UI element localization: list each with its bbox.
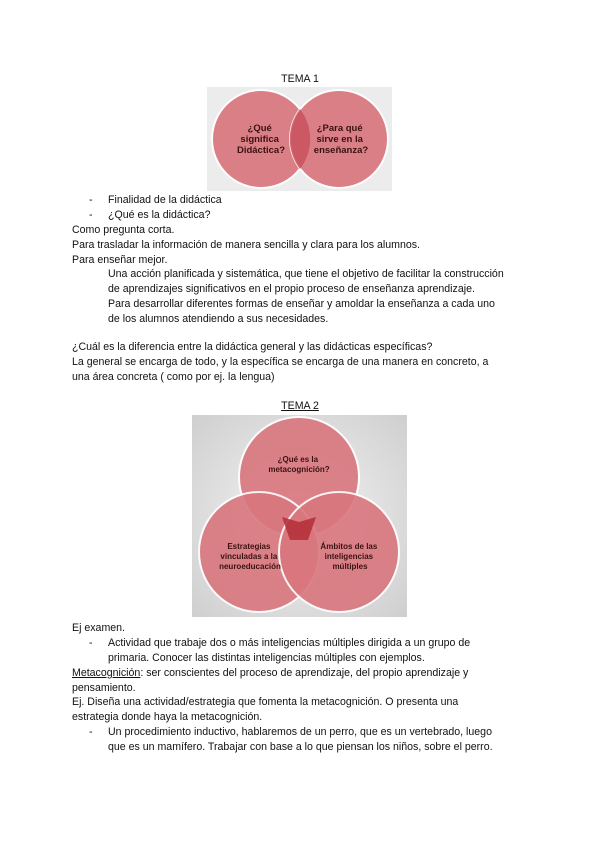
venn1-right-line2: sirve en la	[316, 134, 363, 145]
tema1-indent-line: Para desarrollar diferentes formas de enseñar y amoldar la enseñanza a cada uno	[108, 298, 495, 310]
bullet-dash: -	[89, 194, 93, 206]
tema1-answer-line: La general se encarga de todo, y la específica se encarga de una manera en concreto, a	[72, 356, 489, 368]
bullet-dash: -	[89, 726, 93, 738]
bullet-dash: -	[89, 637, 93, 649]
venn2-right-line3: múltiples	[332, 562, 368, 571]
tema1-line-ensenar: Para enseñar mejor.	[72, 254, 168, 266]
venn1-right-line3: enseñanza?	[313, 145, 369, 156]
venn1-left-line1: ¿Qué	[247, 123, 272, 134]
venn2-top-line1: ¿Qué es la	[277, 455, 319, 464]
tema1-question: ¿Cuál es la diferencia entre la didáctica general y las didácticas específicas?	[72, 341, 433, 353]
tema1-answer-line: una área concreta ( como por ej. la lengua)	[72, 371, 275, 383]
metacognicion-term: Metacognición	[72, 667, 141, 679]
venn2-left-line2: vinculadas a la	[220, 552, 278, 561]
venn2-left-line3: neuroeducación	[219, 562, 281, 571]
tema2-examen: Ej examen.	[72, 622, 125, 634]
tema1-venn-diagram	[207, 87, 392, 191]
tema2-bullet1-line: Actividad que trabaje dos o más inteligencias múltiples dirigida a un grupo de	[108, 637, 471, 649]
metacognicion-cont: pensamiento.	[72, 682, 136, 694]
tema2-bullet2-line: que es un mamífero. Trabajar con base a lo que piensan los niños, sobre el perro.	[108, 741, 493, 753]
tema2-bullet1-line: primaria. Conocer las distintas inteligencias múltiples con ejemplos.	[108, 652, 425, 664]
tema1-indent-line: de aprendizajes significativos en el propio proceso de enseñanza aprendizaje.	[108, 283, 475, 295]
tema1-indent-line: de los alumnos atendiendo a sus necesidades.	[108, 313, 329, 325]
venn2-right-line2: inteligencias	[324, 552, 374, 561]
metacognicion-text: : ser conscientes del proceso de aprendizaje, del propio aprendizaje y	[140, 667, 469, 679]
tema1-bullet-1: Finalidad de la didáctica	[108, 194, 222, 206]
tema2-venn-diagram	[192, 415, 407, 617]
tema2-bullet2-line: Un procedimiento inductivo, hablaremos de un perro, que es un vertebrado, luego	[108, 726, 492, 738]
tema1-title: TEMA 1	[281, 73, 319, 85]
venn2-left-line1: Estrategias	[227, 542, 271, 551]
tema1-line-trasladar: Para trasladar la información de manera sencilla y clara para los alumnos.	[72, 239, 420, 251]
venn1-right-line1: ¿Para qué	[316, 123, 363, 134]
tema2-ej-line: estrategia donde haya la metacognición.	[72, 711, 263, 723]
venn2-right-line1: Ámbitos de las	[320, 542, 378, 551]
venn1-left-line3: Didáctica?	[236, 145, 286, 156]
tema1-indent-line: Una acción planificada y sistemática, que tiene el objetivo de facilitar la construcción	[108, 268, 504, 280]
tema2-title: TEMA 2	[281, 400, 319, 412]
tema1-line-corta: Como pregunta corta.	[72, 224, 175, 236]
venn1-left-line2: significa	[240, 134, 279, 145]
metacognicion-definition	[72, 667, 468, 680]
tema1-bullet-2: ¿Qué es la didáctica?	[108, 209, 211, 221]
tema2-ej-line: Ej. Diseña una actividad/estrategia que fomenta la metacognición. O presenta una	[72, 696, 459, 708]
svg-text:¿Para qué sirve en la	[314, 123, 369, 156]
bullet-dash: -	[89, 209, 93, 221]
venn2-top-line2: metacognición?	[268, 465, 330, 474]
svg-text:Estrategias vinculadas a	[219, 542, 281, 571]
